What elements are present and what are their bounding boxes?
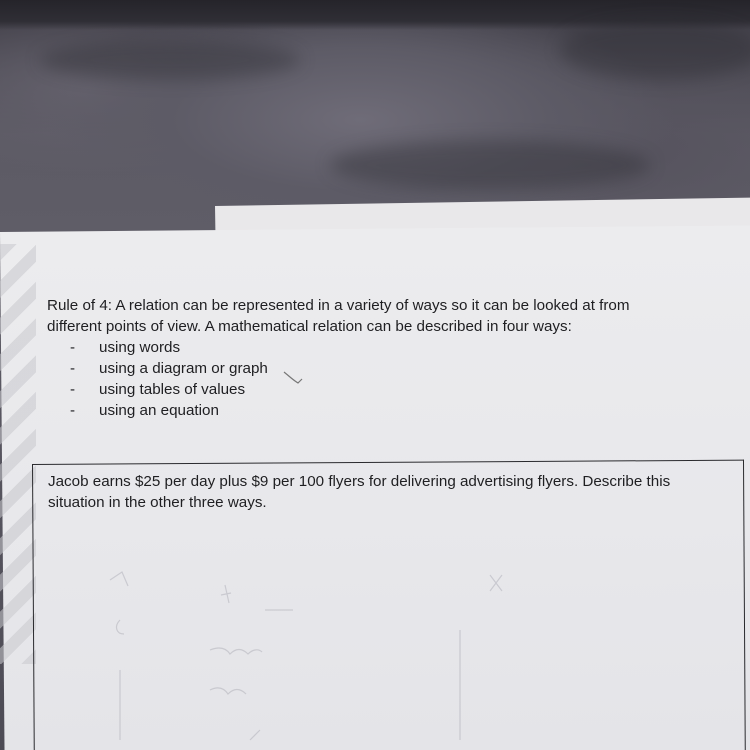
dash-bullet-icon: -	[70, 402, 76, 419]
list-item	[47, 337, 707, 358]
list-item	[47, 400, 707, 421]
fabric-fold	[330, 140, 650, 190]
problem-text-line: Jacob earns $25 per day plus $9 per 100 flyers for delivering advertising flyers. Describe this	[48, 473, 671, 490]
list-item-label: using an equation	[99, 402, 219, 419]
pencil-stroke-icon	[283, 370, 303, 386]
dash-bullet-icon: -	[70, 381, 76, 398]
list-item-label: using words	[99, 339, 181, 356]
list-item-label: using tables of values	[99, 381, 246, 398]
dash-bullet-icon: -	[70, 339, 76, 356]
paper-edge-shading	[0, 244, 36, 664]
dash-bullet-icon: -	[70, 360, 76, 377]
list-item	[47, 379, 707, 400]
rule-text-line: different points of view. A mathematical relation can be described in four ways:	[47, 317, 572, 335]
list-item-label: using a diagram or graph	[99, 360, 268, 377]
fabric-fold	[560, 20, 750, 80]
fabric-fold	[40, 40, 300, 80]
problem-statement	[48, 472, 738, 513]
rule-text-line: Rule of 4: A relation can be represented in a variety of ways so it can be looked at from	[47, 297, 630, 314]
ways-list	[47, 337, 707, 421]
problem-text-line: situation in the other three ways.	[48, 493, 267, 511]
rule-of-four-section	[47, 296, 707, 421]
faint-show-through-marks	[100, 560, 660, 750]
list-item	[47, 358, 707, 379]
